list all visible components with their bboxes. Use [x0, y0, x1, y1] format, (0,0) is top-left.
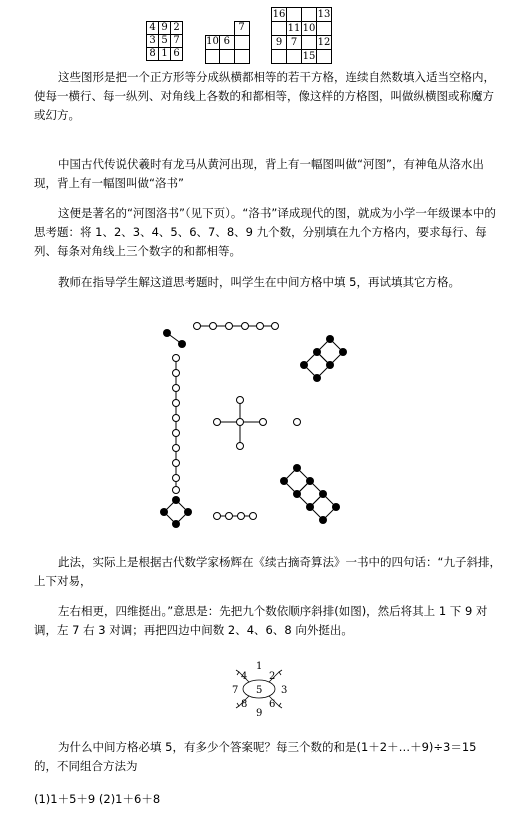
hetu-luoshu-diagram: [155, 318, 365, 533]
cell: 9: [272, 36, 287, 50]
combination-list: (1)1＋5＋9 (2)1＋6＋8: [34, 792, 161, 806]
paragraph-luoshu: 这便是著名的“河图洛书”（见下页）。“洛书”译成现代的图，就成为小学一年级课本中的思考题：将 1、2、3、4、5、6、7、8、9 九个数，分别填在九个方格内，要求每行、每列、每条对角线上三个数字的和都相等。: [34, 206, 496, 258]
cell: [272, 50, 287, 64]
cell: [272, 22, 287, 36]
cell: 10: [206, 36, 219, 47]
cell: 6: [171, 48, 183, 61]
label-3: 3: [281, 685, 288, 696]
magic-square-4x4: [271, 7, 332, 64]
cell: 3: [147, 35, 159, 48]
cell: [220, 22, 235, 36]
label-8: 8: [241, 699, 248, 710]
cell: 7: [234, 22, 249, 36]
label-4: 4: [241, 671, 248, 682]
cell: [317, 22, 332, 36]
cell: [302, 36, 317, 50]
cell: [220, 49, 235, 63]
paragraph-why-five: 为什么中间方格必填 5，有多少个答案呢？每三个数的和是(1＋2＋…＋9)÷3＝15 的，不同组合方法为: [34, 740, 477, 773]
label-1: 1: [256, 661, 263, 672]
paragraph-intro: 这些图形是把一个正方形等分成纵横都相等的若干方格，连续自然数填入适当空格内，使每一横行、每一纵列、对角线上各数的和都相等，像这样的方格图，叫做纵横图或称魔方或幻方。: [34, 70, 495, 122]
label-5: 5: [256, 685, 263, 696]
cell: 16: [272, 8, 286, 20]
cell: [206, 22, 220, 36]
paragraph-legend: 中国古代传说伏羲时有龙马从黄河出现，背上有一幅图叫做“河图”，有神龟从洛水出现，背上有一幅图叫做“洛书”: [34, 157, 484, 190]
cell: 9: [159, 22, 171, 35]
label-2: 2: [269, 671, 276, 682]
cell: [234, 35, 249, 49]
label-7: 7: [232, 685, 239, 696]
cell: 7: [171, 35, 183, 48]
cell: 8: [147, 48, 159, 61]
label-6: 6: [269, 699, 276, 710]
label-9: 9: [256, 708, 263, 718]
cell: 12: [317, 36, 331, 48]
cell: 5: [159, 35, 171, 48]
cell: 1: [159, 48, 171, 61]
cell: 13: [317, 8, 331, 20]
cell: [287, 50, 302, 64]
cell: [317, 50, 332, 64]
yanghui-diagram: [229, 660, 291, 718]
magic-square-partial: [205, 21, 250, 64]
cell: [287, 8, 302, 22]
cell: [302, 8, 317, 22]
cell: [206, 49, 220, 63]
cell: [234, 49, 249, 63]
cell: 7: [287, 36, 302, 50]
paragraph-teacher: 教师在指导学生解这道思考题时，叫学生在中间方格中填 5，再试填其它方格。: [58, 275, 460, 289]
cell: 4: [147, 22, 159, 35]
cell: 11: [287, 22, 301, 34]
paragraph-meaning: 左右相更，四维挺出。”意思是：先把九个数依顺序斜排(如图)，然后将其上 1 下 9 对调，左 7 右 3 对调；再把四边中间数 2、4、6、8 向外挺出。: [34, 604, 488, 637]
paragraph-yanghui: 此法，实际上是根据古代数学家杨辉在《续古摘奇算法》一书中的四句话：“九子斜排，上下对易，: [34, 555, 501, 588]
cell: 6: [220, 35, 235, 49]
magic-square-3x3: [146, 21, 183, 61]
cell: 10: [302, 22, 316, 34]
cell: 2: [171, 22, 183, 35]
cell: 15: [302, 50, 316, 62]
